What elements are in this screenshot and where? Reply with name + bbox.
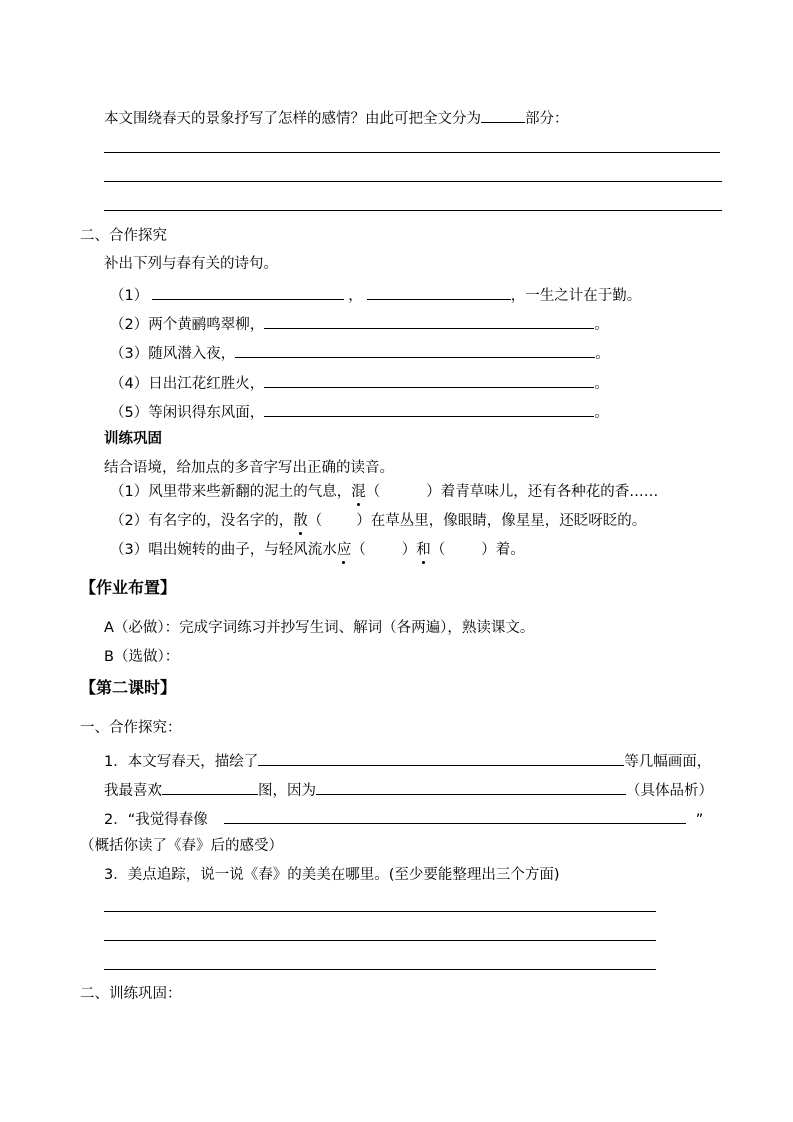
lesson2-q2: [104, 807, 703, 830]
poem-blank[interactable]: [152, 283, 344, 300]
answer-blank[interactable]: [316, 778, 626, 795]
bracket-open: （: [365, 484, 381, 500]
answer-line[interactable]: [104, 940, 656, 941]
item-text: 两个黄鹂鸣翠柳，: [148, 317, 265, 333]
bracket-open: （: [430, 542, 446, 558]
question-text: 1．本文写春天，描绘了: [104, 754, 259, 770]
item-number: （1）: [110, 288, 149, 304]
poem-item-2: [110, 312, 609, 335]
pronunciation-item-2: [110, 511, 646, 531]
item-period: 。: [594, 405, 609, 421]
intro-question-text: 本文围绕春天的景象抒写了怎样的感情？由此可把全文分为: [104, 111, 481, 127]
sentence-text: （3）唱出婉转的曲子，与轻风流水: [110, 542, 337, 558]
answer-line[interactable]: [104, 911, 656, 912]
dotted-char: 应: [336, 542, 352, 558]
poem-item-5: [110, 400, 609, 423]
item-period: 。: [594, 317, 609, 333]
question-text: 图，因为: [258, 783, 316, 799]
answer-blank[interactable]: [162, 778, 258, 795]
item-comma: ，: [348, 288, 363, 304]
item-text: 等闲识得东风面，: [148, 405, 265, 421]
dotted-char: 和: [416, 542, 431, 558]
bracket-close: ）: [401, 542, 417, 558]
homework-required: A（必做）：完成字词练习并抄写生词、解词（各两遍），熟读课文。: [104, 620, 535, 636]
answer-line[interactable]: [104, 152, 720, 153]
poem-item-4: [110, 371, 609, 394]
item-number: （3）: [110, 346, 149, 362]
training-heading: 训练巩固: [104, 431, 162, 447]
lesson2-q3: 3．美点追踪，说一说《春》的美美在哪里。(至少要能整理出三个方面): [104, 867, 560, 883]
lesson2-q1-continued: [104, 778, 713, 801]
poem-item-1: [110, 283, 641, 306]
item-period: 。: [594, 376, 609, 392]
answer-line[interactable]: [104, 210, 722, 211]
sentence-text: ）着青草味儿，还有各种花的香……: [426, 484, 659, 500]
lesson2-part1-heading: 一、合作探究：: [80, 720, 182, 736]
sentence-text: （2）有名字的，没名字的，: [110, 513, 294, 529]
bracket-open: （: [351, 542, 366, 558]
item-number: （4）: [110, 376, 149, 392]
lesson2-heading: 【第二课时】: [80, 678, 177, 697]
question-text: 等几幅画面，: [624, 754, 712, 770]
question-text: （具体品析）: [626, 783, 713, 799]
item-text: 随风潜入夜，: [148, 346, 236, 362]
poem-item-3: [110, 341, 610, 364]
poem-blank[interactable]: [264, 371, 594, 388]
homework-heading: 【作业布置】: [80, 578, 177, 597]
poem-blank[interactable]: [264, 400, 594, 417]
parts-count-blank[interactable]: [481, 106, 525, 123]
dotted-char: 混: [351, 484, 366, 500]
sentence-text: ）在草丛里，像眼睛，像星星，还眨呀眨的。: [356, 513, 647, 529]
item-period: 。: [595, 346, 610, 362]
poem-instruction: 补出下列与春有关的诗句。: [104, 256, 278, 272]
lesson2-q1: [104, 749, 711, 772]
item-text: 日出江花红胜火，: [148, 376, 265, 392]
lesson2-part2-heading: 二、训练巩固：: [80, 986, 182, 1002]
answer-line[interactable]: [104, 181, 722, 182]
item-text: ，一生之计在于勤。: [510, 288, 642, 304]
training-instruction: 结合语境，给加点的多音字写出正确的读音。: [104, 460, 394, 476]
answer-blank[interactable]: [224, 807, 686, 824]
lesson2-q2-note: （概括你读了《春》后的感受）: [80, 838, 283, 854]
sentence-text: （1）风里带来些新翻的泥土的气息，: [110, 484, 352, 500]
dotted-char: 散: [293, 513, 308, 529]
poem-blank[interactable]: [264, 312, 594, 329]
section-heading-cooperate: 二、合作探究: [80, 228, 167, 244]
intro-question: [104, 106, 569, 129]
sentence-text: ）着。: [481, 542, 525, 558]
question-text: ”: [695, 812, 704, 828]
homework-optional: B（选做）：: [104, 649, 180, 665]
poem-blank[interactable]: [235, 341, 595, 358]
item-number: （5）: [110, 405, 149, 421]
question-text: 2．“我觉得春像: [104, 812, 208, 828]
poem-blank[interactable]: [367, 283, 511, 300]
item-number: （2）: [110, 317, 149, 333]
answer-blank[interactable]: [258, 749, 624, 766]
intro-question-suffix: 部分：: [525, 111, 569, 127]
answer-line[interactable]: [104, 969, 656, 970]
question-text: 我最喜欢: [104, 783, 162, 799]
pronunciation-item-1: [110, 482, 658, 502]
pronunciation-item-3: [110, 540, 525, 560]
bracket-open: （: [307, 513, 323, 529]
